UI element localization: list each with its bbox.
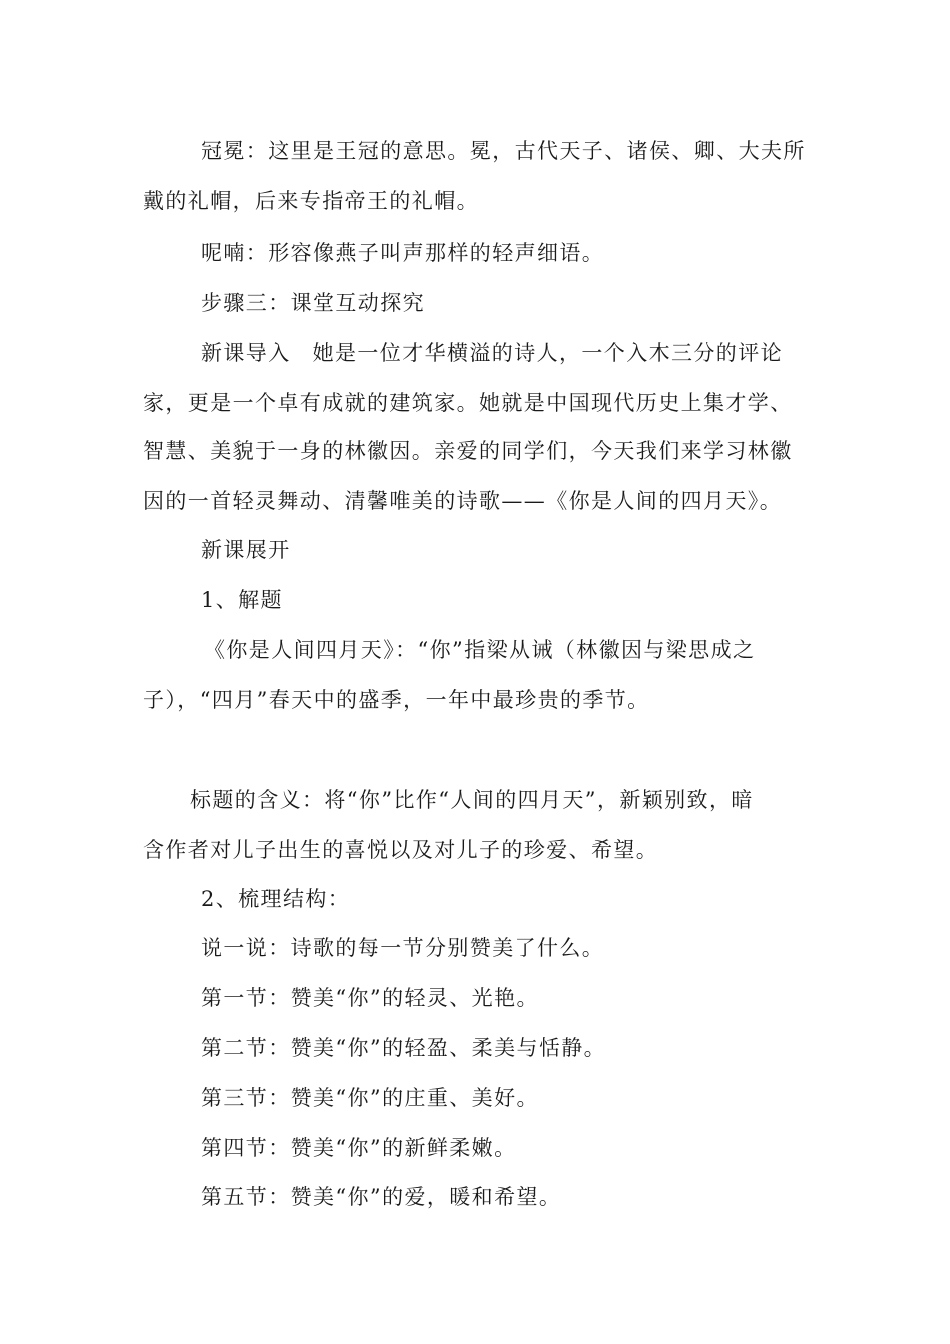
lead-in-label: 新课导入 (201, 341, 291, 365)
paragraph-line: 智慧、美貌于一身的林徽因。亲爱的同学们，今天我们来学习林徽 (143, 439, 793, 463)
lead-in-text: 她是一位才华横溢的诗人，一个入木三分的评论 (312, 341, 784, 365)
paragraph-line: 呢喃：形容像燕子叫声那样的轻声细语。 (201, 241, 605, 265)
list-item: 第二节：赞美“你”的轻盈、柔美与恬静。 (201, 1036, 607, 1060)
paragraph-line: 说一说：诗歌的每一节分别赞美了什么。 (201, 936, 605, 960)
list-item: 第五节：赞美“你”的爱，暖和希望。 (201, 1185, 562, 1209)
list-item: 第四节：赞美“你”的新鲜柔嫩。 (201, 1136, 517, 1160)
paragraph-line: 子），“四月”春天中的盛季，一年中最珍贵的季节。 (143, 688, 650, 712)
section-heading: 1、解题 (201, 588, 283, 612)
paragraph-line: 含作者对儿子出生的喜悦以及对儿子的珍爱、希望。 (143, 838, 659, 862)
paragraph-line (201, 338, 783, 368)
paragraph-line: 《你是人间四月天》：“你”指梁从诫（林徽因与梁思成之 (204, 638, 756, 662)
list-item: 第一节：赞美“你”的轻灵、光艳。 (201, 986, 539, 1010)
list-item: 第三节：赞美“你”的庄重、美好。 (201, 1086, 539, 1110)
paragraph-line: 标题的含义：将“你”比作“人间的四月天”，新颖别致，暗 (190, 788, 754, 812)
paragraph-line: 冠冕：这里是王冠的意思。冕，古代天子、诸侯、卿、大夫所 (201, 139, 806, 163)
paragraph-line: 家，更是一个卓有成就的建筑家。她就是中国现代历史上集才学、 (143, 391, 793, 415)
paragraph-line: 因的一首轻灵舞动、清馨唯美的诗歌——《你是人间的四月天》。 (143, 489, 783, 513)
section-heading: 2、梳理结构： (201, 887, 351, 911)
section-heading: 新课展开 (201, 538, 291, 562)
section-heading: 步骤三：课堂互动探究 (201, 291, 425, 315)
paragraph-line: 戴的礼帽，后来专指帝王的礼帽。 (143, 189, 479, 213)
